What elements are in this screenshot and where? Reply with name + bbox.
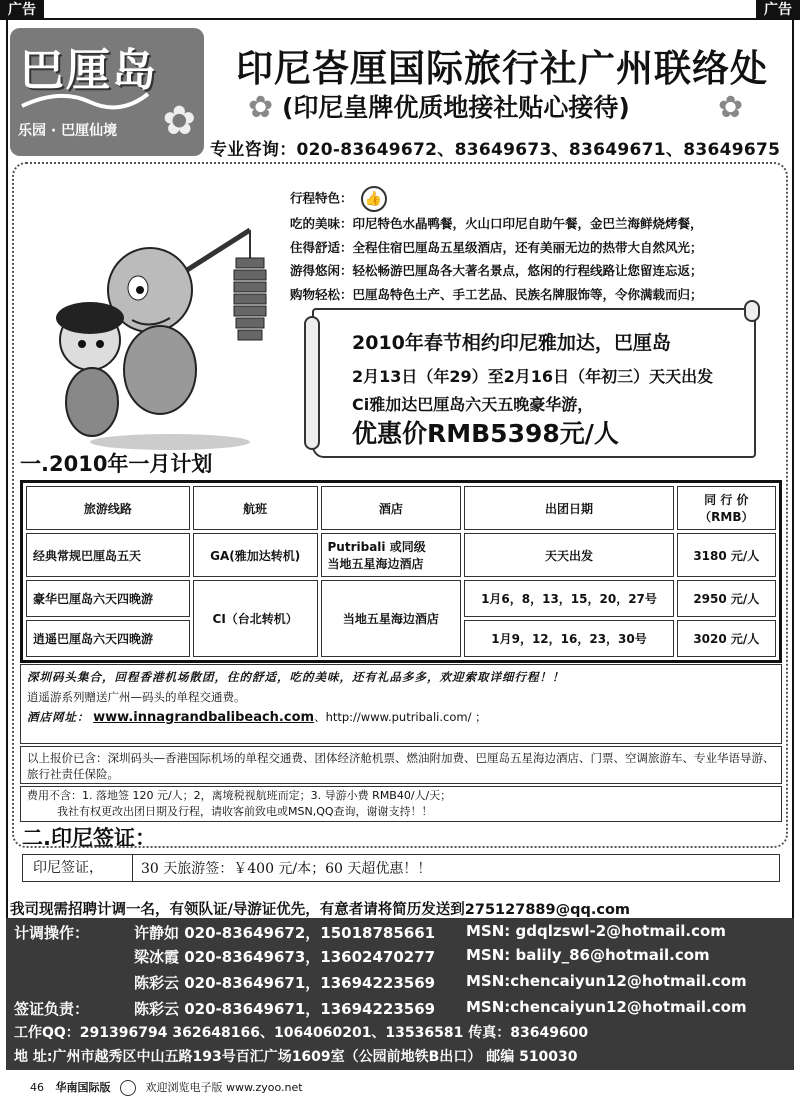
- contact-row: 签证负责： 陈彩云 020-83649671，13694223569 MSN:chencaiyun12@hotmail.com: [14, 998, 747, 1018]
- col-flight: 航班: [193, 486, 318, 530]
- section-visa: 二.印尼签证：: [22, 826, 156, 850]
- contact-row: 计调操作： 许静如 020-83649672，15018785661 MSN: gdqlzswl-2@hotmail.com: [14, 922, 726, 942]
- qq-fax: 工作QQ：291396794 362648166、1064060201、13536581 传真：83649600: [14, 1025, 589, 1041]
- logo-text: 巴厘岛: [20, 45, 158, 96]
- flower-left-icon: ✿: [248, 90, 274, 125]
- hotel-link-innagrand[interactable]: www.innagrandbalibeach.com: [93, 710, 315, 725]
- visa-row: 印尼签证， 30 天旅游签：￥400 元/本；60 天超优惠！！: [22, 854, 780, 882]
- features-heading: 行程特色： 👍: [290, 186, 790, 212]
- feature-item: 游得悠闲：轻松畅游巴厘岛各大著名景点，悠闲的行程线路让您留连忘返；: [290, 263, 703, 278]
- page-footer: [30, 1079, 303, 1096]
- flower-right-icon: ✿: [718, 90, 744, 125]
- bali-logo: [10, 28, 204, 156]
- table-row: 逍遥巴厘岛六天四晚游 1月9，12，16，23，30号 3020 元/人: [26, 620, 776, 657]
- magazine-brand: 华南国际版: [55, 1081, 111, 1094]
- trip-features: [290, 186, 790, 306]
- promo-route: Ci雅加达巴厘岛六天五晚豪华游，: [352, 395, 594, 414]
- promo-title: 2010年春节相约印尼雅加达，巴厘岛: [352, 332, 671, 354]
- scroll-curl-left: [304, 316, 320, 450]
- agency-title: 印尼峇厘国际旅行社广州联络处: [236, 47, 768, 90]
- ad-tag-left: 广告: [0, 0, 44, 20]
- plan-table: [20, 480, 782, 663]
- logo-wave-icon: [20, 88, 150, 112]
- ad-tag-right: 广告: [756, 0, 800, 20]
- section-january-plan: 一.2010年一月计划: [20, 452, 213, 476]
- price-includes: 以上报价已含：深圳码头—香港国际机场的单程交通费、团体经济舱机票、燃油附加费、巴厘岛五星海边酒店、门票、空调旅游车、专业华语导游、旅行社责任保险。: [20, 746, 782, 784]
- table-header-row: [26, 486, 776, 530]
- hotel-websites: 酒店网址： www.innagrandbalibeach.com、http://www.putribali.com/ ；: [27, 710, 487, 725]
- col-route: 旅游线路: [26, 486, 190, 530]
- cartoon-kids-firecracker-illustration: [20, 170, 310, 460]
- col-hotel: 酒店: [321, 486, 462, 530]
- magazine-logo-icon: [120, 1080, 136, 1096]
- notice-line: 深圳码头集合，回程香港机场散团，住的舒适，吃的美味，还有礼品多多，欢迎索取详细行程！！: [27, 670, 565, 684]
- frangipani-flower-icon: ✿: [162, 98, 196, 144]
- promo-price: 优惠价RMB5398元/人: [352, 419, 619, 448]
- agency-subtitle: (印尼皇牌优质地接社贴心接待): [282, 93, 630, 122]
- contact-panel: [6, 918, 794, 1070]
- feature-item: 吃的美味：印尼特色水晶鸭餐，火山口印尼自助午餐，金巴兰海鲜烧烤餐，: [290, 216, 703, 231]
- promo-dates: 2月13日（年29）至2月16日（年初三）天天出发: [352, 367, 714, 386]
- address: 地 址:广州市越秀区中山五路193号百汇广场1609室（公园前地铁B出口） 邮编 510030: [14, 1049, 578, 1065]
- contact-row: 陈彩云 020-83649671，13694223569 MSN:chencaiyun12@hotmail.com: [134, 972, 747, 992]
- feature-item: 住得舒适：全程住宿巴厘岛五星级酒店，还有美丽无边的热带大自然风光；: [290, 239, 703, 255]
- table-row: 豪华巴厘岛六天四晚游 CI（台北转机） 当地五星海边酒店 1月6，8，13，15，20，27号 2950 元/人: [26, 580, 776, 617]
- hotel-link-putribali[interactable]: http://www.putribali.com/: [325, 710, 472, 724]
- notice-box: [20, 664, 782, 744]
- feature-item: 购物轻松：巴厘岛特色土产、手工艺品、民族名牌服饰等，令你满载而归；: [290, 286, 703, 302]
- contact-row: 梁冰霞 020-83649673，13602470277 MSN: balily_86@hotmail.com: [134, 946, 710, 966]
- hotline: 专业咨询：020-83649672、83649673、83649671、83649675: [210, 140, 781, 160]
- price-excludes: 费用不含：1. 落地签 120 元/人；2，离境税视航班而定；3. 导游小费 RMB40/人/天； 我社有权更改出团日期及行程，请收客前致电或MSN,QQ查询，谢谢支持！！: [20, 786, 782, 822]
- footer-slogan: 欢迎浏览电子版 www.zyoo.net: [145, 1081, 303, 1094]
- logo-subtitle: 乐园 · 巴厘仙境: [18, 123, 118, 139]
- notice-line: 逍遥游系列赠送广州—码头的单程交通费。: [27, 690, 246, 704]
- page-number: 46: [30, 1081, 44, 1094]
- scroll-curl-right: [744, 300, 760, 322]
- recruitment-notice: 我司现需招聘计调一名，有领队证/导游证优先，有意者请将简历发送到275127889@qq.com: [10, 902, 631, 918]
- thumbs-up-icon: 👍: [361, 186, 387, 212]
- table-row: 经典常规巴厘岛五天 GA(雅加达转机) Putribali 或同级 当地五星海边酒店 天天出发 3180 元/人: [26, 533, 776, 577]
- col-price: 同 行 价 （RMB）: [677, 486, 776, 530]
- col-date: 出团日期: [464, 486, 673, 530]
